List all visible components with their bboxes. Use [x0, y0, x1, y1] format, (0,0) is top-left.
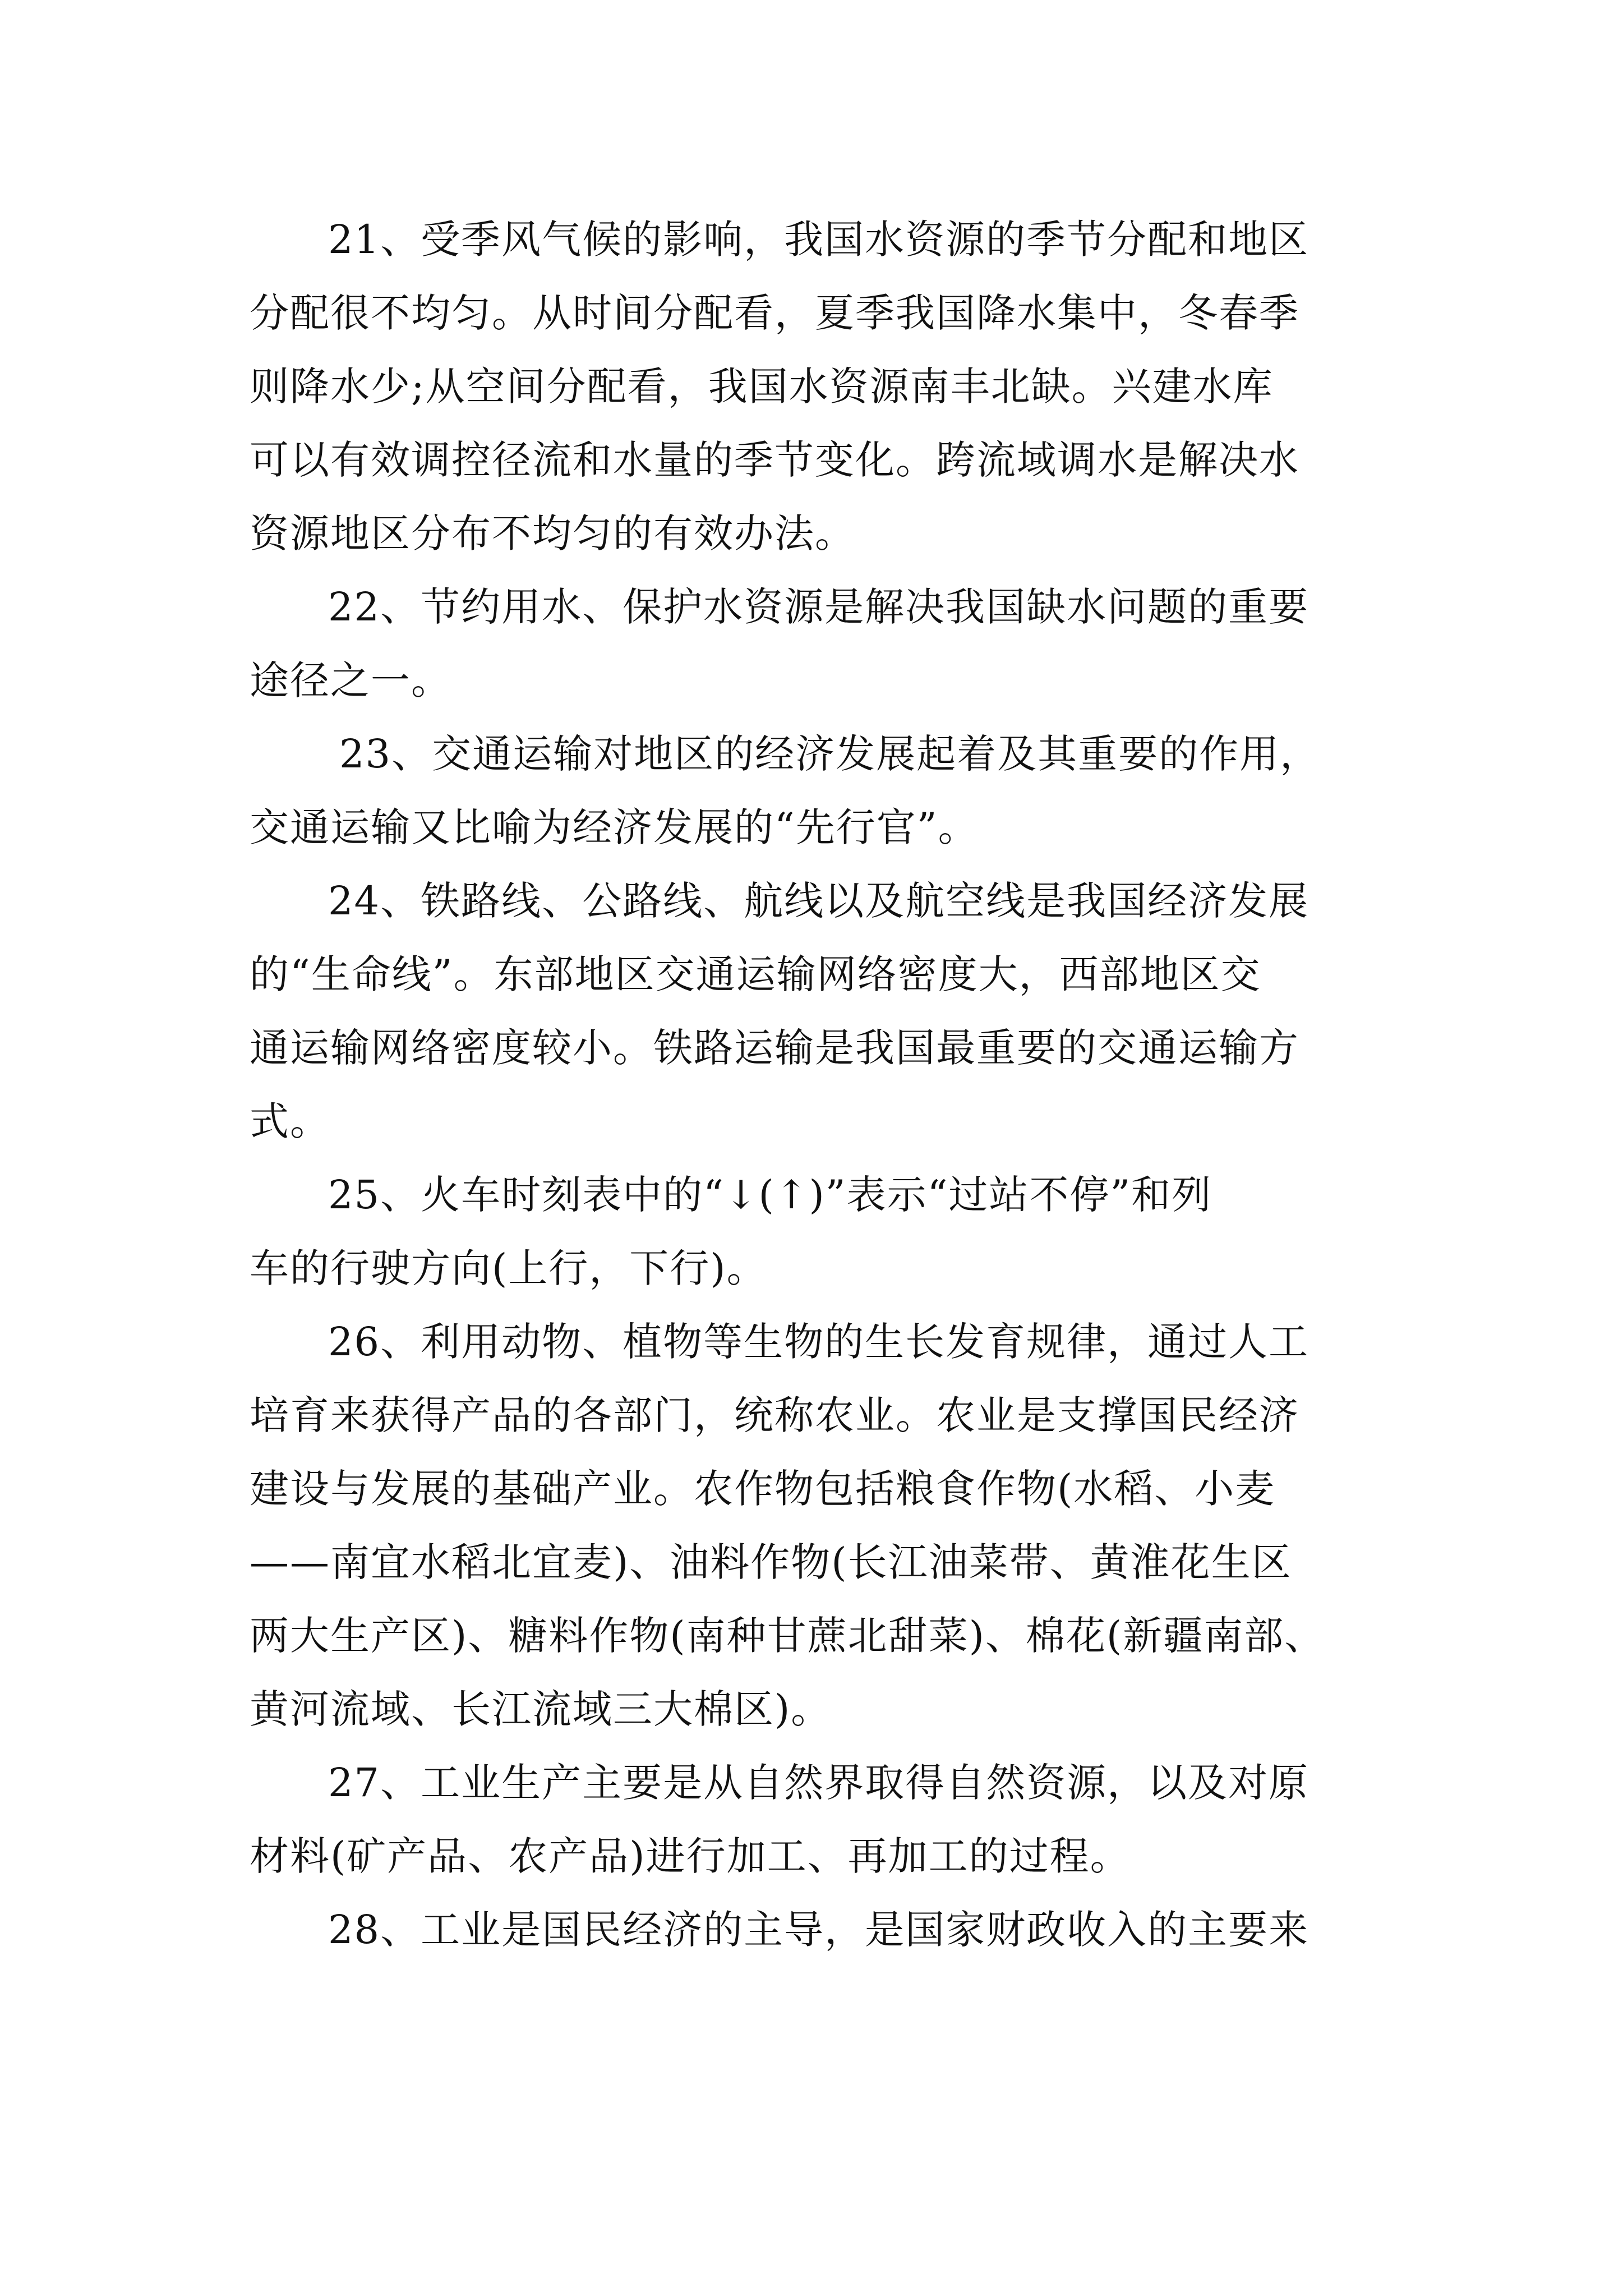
text-line: 可以有效调控径流和水量的季节变化。跨流域调水是解决水	[250, 437, 1299, 483]
text-line: 分配很不均匀。从时间分配看，夏季我国降水集中，冬春季	[250, 290, 1299, 336]
text-line: 27、工业生产主要是从自然界取得自然资源，以及对原	[328, 1760, 1310, 1806]
text-line: 28、工业是国民经济的主导，是国家财政收入的主要来	[328, 1907, 1310, 1953]
text-line: 22、节约用水、保护水资源是解决我国缺水问题的重要	[328, 584, 1310, 630]
text-line: 21、受季风气候的影响，我国水资源的季节分配和地区	[328, 217, 1310, 263]
text-line: 车的行驶方向(上行，下行)。	[250, 1245, 767, 1291]
text-line: 交通运输又比喻为经济发展的“先行官”。	[250, 804, 979, 850]
text-line: 23、交通运输对地区的经济发展起着及其重要的作用，	[339, 731, 1321, 777]
text-line: 建设与发展的基础产业。农作物包括粮食作物(水稻、小麦	[250, 1466, 1276, 1512]
text-line: 培育来获得产品的各部门，统称农业。农业是支撑国民经济	[250, 1392, 1299, 1438]
text-line: 25、火车时刻表中的“↓(↑)”表示“过站不停”和列	[328, 1172, 1212, 1218]
text-line: 26、利用动物、植物等生物的生长发育规律，通过人工	[328, 1319, 1310, 1365]
document-body	[250, 203, 1388, 1967]
text-line: 材料(矿产品、农产品)进行加工、再加工的过程。	[250, 1833, 1131, 1879]
text-line: 途径之一。	[250, 657, 451, 703]
text-line: 通运输网络密度较小。铁路运输是我国最重要的交通运输方	[250, 1025, 1299, 1071]
text-line: 则降水少;从空间分配看，我国水资源南丰北缺。兴建水库	[250, 364, 1274, 409]
text-line: 黄河流域、长江流域三大棉区)。	[250, 1686, 832, 1732]
text-line: 的“生命线”。东部地区交通运输网络密度大，西部地区交	[250, 951, 1261, 997]
text-line: 24、铁路线、公路线、航线以及航空线是我国经济发展	[328, 878, 1310, 924]
text-line: ——南宜水稻北宜麦)、油料作物(长江油菜带、黄淮花生区	[250, 1539, 1292, 1585]
text-line: 资源地区分布不均匀的有效办法。	[250, 510, 855, 556]
text-line: 式。	[250, 1098, 330, 1144]
text-line: 两大生产区)、糖料作物(南种甘蔗北甜菜)、棉花(新疆南部、	[250, 1613, 1325, 1659]
